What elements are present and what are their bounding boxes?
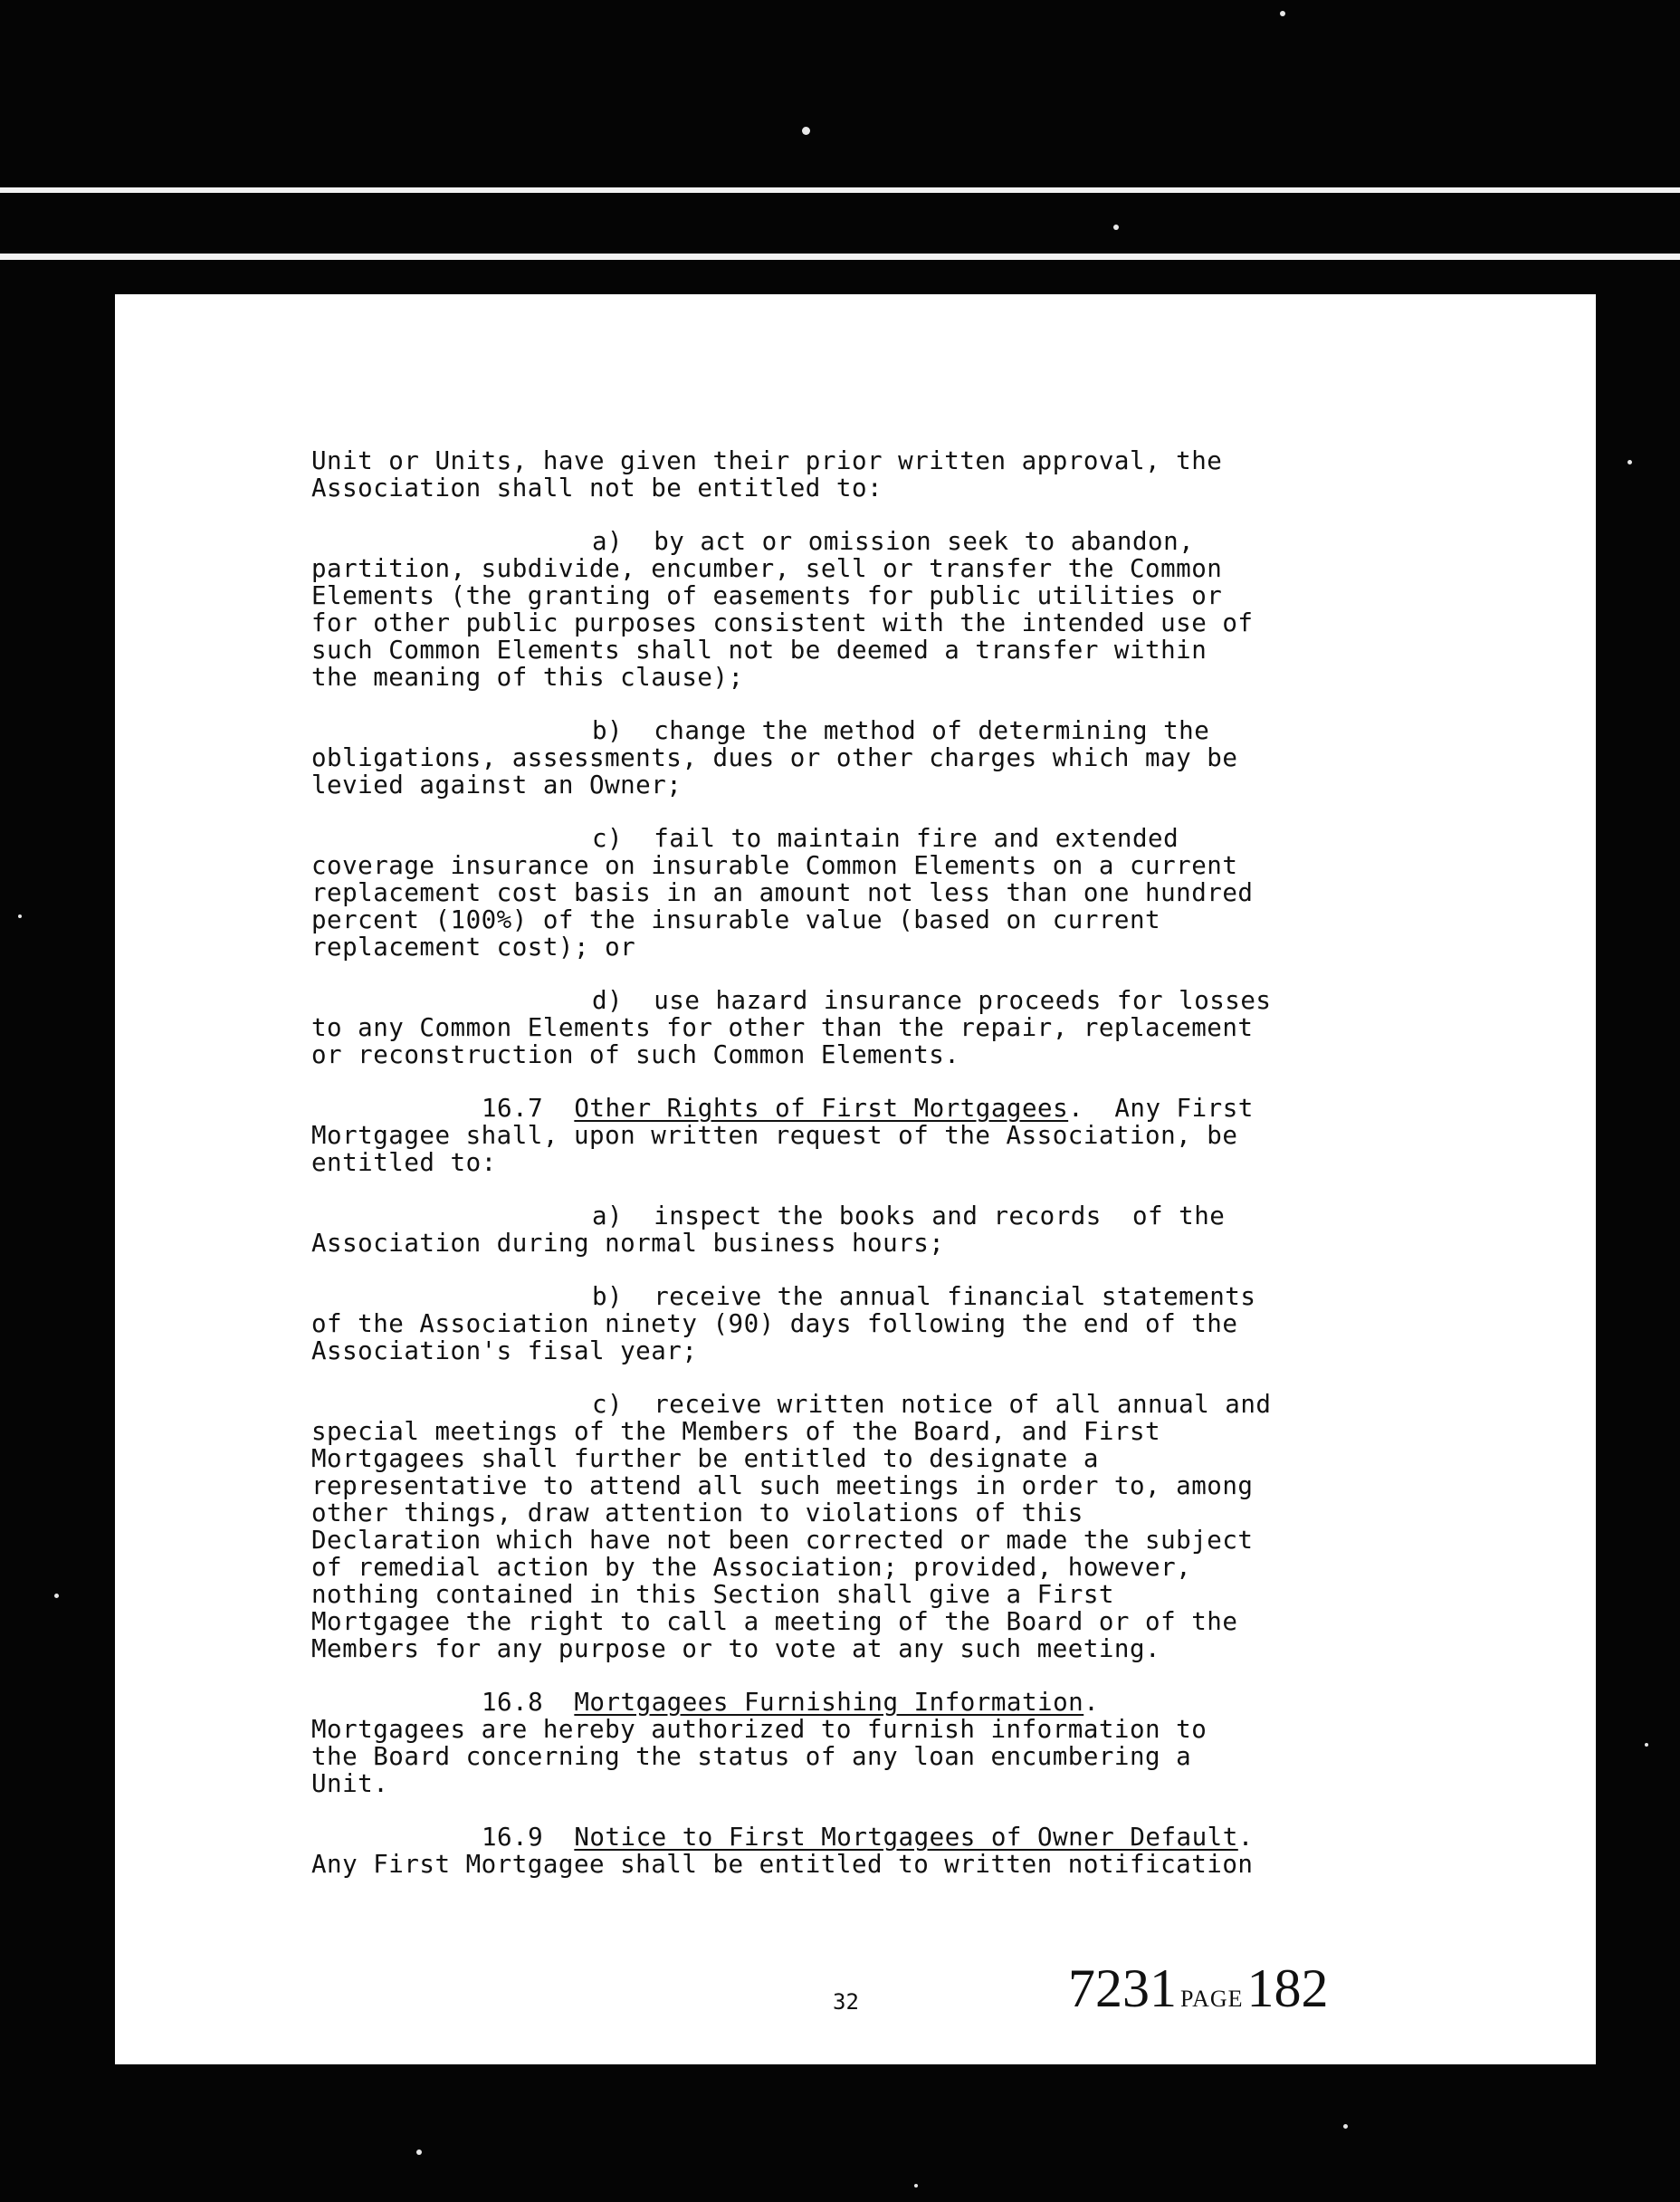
section-number: 16.8 bbox=[482, 1688, 575, 1717]
text-line: a) inspect the books and records of the bbox=[592, 1202, 1226, 1230]
paragraph bbox=[311, 1283, 1379, 1364]
text-line: percent (100%) of the insurable value (based on current bbox=[311, 905, 1161, 934]
text-line: for other public purposes consistent with the intended use of bbox=[311, 608, 1254, 637]
text-line: nothing contained in this Section shall give a First bbox=[311, 1580, 1114, 1609]
section-heading: Other Rights of First Mortgagees bbox=[574, 1094, 1069, 1123]
paragraph bbox=[311, 447, 1379, 502]
paragraph bbox=[311, 1824, 1379, 1878]
film-speck bbox=[1113, 225, 1119, 230]
text-line: Mortgagees are hereby authorized to furnish information to bbox=[311, 1715, 1208, 1744]
paragraph bbox=[311, 717, 1379, 799]
recording-book-number: 7231 bbox=[1068, 1958, 1177, 2018]
film-speck bbox=[1343, 2124, 1348, 2129]
film-speck bbox=[1645, 1743, 1648, 1747]
text-line: Unit. bbox=[311, 1769, 389, 1798]
film-edge-line-bottom bbox=[0, 254, 1680, 260]
page-number: 32 bbox=[833, 1989, 859, 2015]
text-line: to any Common Elements for other than the repair, replacement bbox=[311, 1013, 1254, 1042]
text-line: Association's fisal year; bbox=[311, 1336, 698, 1365]
section-heading: Notice to First Mortgagees of Owner Default bbox=[574, 1823, 1238, 1852]
section-number: 16.9 bbox=[482, 1823, 575, 1852]
text-line: the Board concerning the status of any loan encumbering a bbox=[311, 1742, 1192, 1771]
film-speck bbox=[416, 2149, 422, 2155]
film-speck bbox=[914, 2184, 918, 2188]
text-line: special meetings of the Members of the Board, and First bbox=[311, 1417, 1161, 1446]
text-line: Members for any purpose or to vote at any such meeting. bbox=[311, 1634, 1161, 1663]
document-body bbox=[311, 447, 1379, 1904]
text-line: obligations, assessments, dues or other charges which may be bbox=[311, 743, 1238, 772]
text-line: Mortgagee shall, upon written request of the Association, be bbox=[311, 1121, 1238, 1150]
paragraph bbox=[311, 1391, 1379, 1662]
section-heading: Mortgagees Furnishing Information bbox=[574, 1688, 1084, 1717]
text-line: Association during normal business hours; bbox=[311, 1229, 945, 1258]
text-line: d) use hazard insurance proceeds for losses bbox=[592, 986, 1272, 1015]
text-line: coverage insurance on insurable Common Elements on a current bbox=[311, 851, 1238, 880]
film-speck bbox=[1628, 460, 1632, 464]
text-line: b) receive the annual financial statements bbox=[592, 1282, 1256, 1311]
text-line: Mortgagee the right to call a meeting of the Board or of the bbox=[311, 1607, 1238, 1636]
recording-page-number: 182 bbox=[1246, 1958, 1329, 2018]
section-lead-in: . bbox=[1083, 1688, 1100, 1717]
text-line: levied against an Owner; bbox=[311, 771, 682, 799]
text-line: or reconstruction of such Common Elements. bbox=[311, 1040, 960, 1069]
text-line: partition, subdivide, encumber, sell or transfer the Common bbox=[311, 554, 1223, 583]
section-lead-in: . Any First bbox=[1068, 1094, 1254, 1123]
paragraph bbox=[311, 1202, 1379, 1257]
section-number: 16.7 bbox=[482, 1094, 575, 1123]
film-edge-line-top bbox=[0, 187, 1680, 193]
text-line: Elements (the granting of easements for public utilities or bbox=[311, 581, 1223, 610]
paragraph bbox=[311, 528, 1379, 691]
text-line: such Common Elements shall not be deemed a transfer within bbox=[311, 636, 1208, 665]
text-line: Association shall not be entitled to: bbox=[311, 474, 883, 503]
paragraph bbox=[311, 1095, 1379, 1176]
text-line: the meaning of this clause); bbox=[311, 663, 744, 692]
text-line: representative to attend all such meetings in order to, among bbox=[311, 1471, 1254, 1500]
film-speck bbox=[802, 127, 810, 135]
text-line: of remedial action by the Association; provided, however, bbox=[311, 1553, 1192, 1582]
text-line: c) receive written notice of all annual and bbox=[592, 1390, 1272, 1419]
paragraph bbox=[311, 987, 1379, 1068]
text-line: Declaration which have not been corrected or made the subject bbox=[311, 1526, 1254, 1555]
text-line bbox=[311, 1824, 1379, 1851]
film-speck bbox=[1280, 11, 1285, 16]
text-line bbox=[311, 1095, 1379, 1122]
text-line: b) change the method of determining the bbox=[592, 716, 1210, 745]
text-line: Unit or Units, have given their prior written approval, the bbox=[311, 446, 1223, 475]
text-line: other things, draw attention to violations of this bbox=[311, 1498, 1083, 1527]
paragraph bbox=[311, 1689, 1379, 1797]
text-line: of the Association ninety (90) days following the end of the bbox=[311, 1309, 1238, 1338]
text-line: a) by act or omission seek to abandon, bbox=[592, 527, 1195, 556]
recording-stamp bbox=[1068, 1958, 1329, 2020]
text-line bbox=[311, 1689, 1379, 1716]
text-line: Mortgagees shall further be entitled to designate a bbox=[311, 1444, 1099, 1473]
text-line: Any First Mortgagee shall be entitled to written notification bbox=[311, 1850, 1254, 1879]
text-line: replacement cost basis in an amount not less than one hundred bbox=[311, 878, 1254, 907]
text-line: replacement cost); or bbox=[311, 933, 636, 962]
recording-page-label: PAGE bbox=[1180, 1986, 1244, 2012]
film-speck bbox=[54, 1594, 59, 1598]
section-lead-in: . bbox=[1237, 1823, 1254, 1852]
text-line: c) fail to maintain fire and extended bbox=[592, 824, 1179, 853]
film-speck bbox=[18, 914, 22, 918]
text-line: entitled to: bbox=[311, 1148, 497, 1177]
paragraph bbox=[311, 825, 1379, 961]
